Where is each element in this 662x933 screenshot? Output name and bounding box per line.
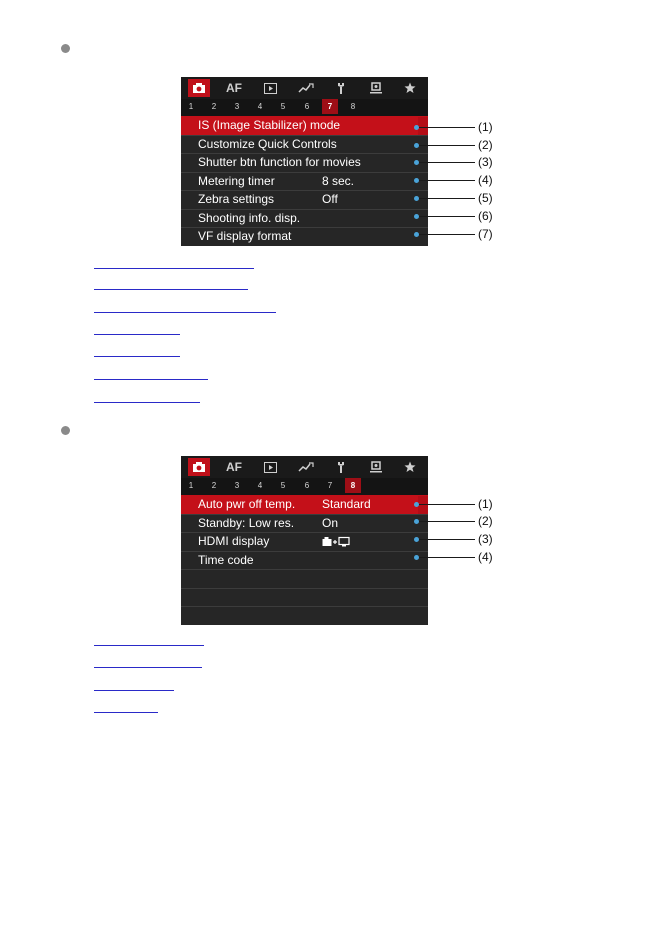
menu-item-value: 8 sec. xyxy=(322,173,355,188)
page-number[interactable]: 4 xyxy=(257,102,263,111)
wrench-icon xyxy=(336,461,346,473)
camera-icon xyxy=(192,82,206,94)
reference-link[interactable] xyxy=(94,268,254,269)
page-number[interactable]: 4 xyxy=(257,481,263,490)
tab-custom-functions[interactable] xyxy=(365,458,387,476)
play-icon xyxy=(264,462,277,473)
tab-my-menu[interactable] xyxy=(399,458,421,476)
menu-item-label: Customize Quick Controls xyxy=(198,136,337,151)
callout-line xyxy=(417,539,475,540)
callout-number: (1) xyxy=(478,497,493,511)
callout-number: (4) xyxy=(478,550,493,564)
menu-item-customize-quick-controls[interactable] xyxy=(181,135,428,154)
tab-setup[interactable] xyxy=(330,458,352,476)
callout-line xyxy=(417,521,475,522)
menu-item-value: On xyxy=(322,515,339,530)
page-number[interactable]: 6 xyxy=(304,102,310,111)
menu-item-is-mode[interactable] xyxy=(181,116,428,135)
callout-number: (1) xyxy=(478,120,493,134)
callout-line xyxy=(417,198,475,199)
camera-menu-screen-page-8 xyxy=(181,456,428,620)
callout-line xyxy=(417,216,475,217)
custom-function-icon xyxy=(369,461,383,473)
page-number[interactable]: 5 xyxy=(280,481,286,490)
callout-line xyxy=(417,127,475,128)
star-icon xyxy=(404,82,416,94)
af-icon: AF xyxy=(226,460,242,474)
menu-item-label: VF display format xyxy=(198,229,292,243)
tab-af[interactable] xyxy=(223,458,245,476)
menu-item-label: Shutter btn function for movies xyxy=(198,155,361,169)
reference-link[interactable] xyxy=(94,379,208,380)
wireless-icon xyxy=(298,462,314,472)
callout-line xyxy=(417,145,475,146)
menu-item-label: HDMI display xyxy=(198,534,270,548)
page-number[interactable]: 7 xyxy=(327,481,333,490)
tab-my-menu[interactable] xyxy=(399,79,421,97)
tab-wireless[interactable] xyxy=(295,458,317,476)
reference-link[interactable] xyxy=(94,356,180,357)
af-icon: AF xyxy=(226,81,242,95)
tab-custom-functions[interactable] xyxy=(365,79,387,97)
menu-item-label: IS (Image Stabilizer) mode xyxy=(198,118,341,132)
hdmi-camera-plus-display-icon xyxy=(322,536,350,547)
wireless-icon xyxy=(298,83,314,93)
callout-number: (5) xyxy=(478,191,493,205)
callout-number: (6) xyxy=(478,209,493,223)
page-number[interactable]: 2 xyxy=(211,102,217,111)
menu-page-numbers xyxy=(181,478,428,495)
menu-item-empty xyxy=(181,588,428,607)
reference-link[interactable] xyxy=(94,645,204,646)
page-number[interactable]: 3 xyxy=(234,102,240,111)
menu-item-zebra-settings[interactable] xyxy=(181,190,428,209)
reference-link[interactable] xyxy=(94,712,158,713)
menu-item-label: Zebra settings xyxy=(198,192,275,206)
page-number-active[interactable]: 8 xyxy=(345,478,361,493)
tab-setup[interactable] xyxy=(330,79,352,97)
tab-playback[interactable] xyxy=(259,79,281,97)
menu-tab-bar xyxy=(181,456,428,478)
callout-line xyxy=(417,180,475,181)
camera-icon xyxy=(192,461,206,473)
section-bullet-2 xyxy=(61,426,70,435)
page-number[interactable]: 1 xyxy=(188,481,194,490)
play-icon xyxy=(264,83,277,94)
callout-number: (7) xyxy=(478,227,493,241)
tab-wireless[interactable] xyxy=(295,79,317,97)
section-bullet-1 xyxy=(61,44,70,53)
reference-link[interactable] xyxy=(94,334,180,335)
menu-item-hdmi-display[interactable] xyxy=(181,532,428,551)
menu-item-shutter-btn-function[interactable] xyxy=(181,153,428,172)
menu-item-label: Time code xyxy=(198,552,254,567)
menu-tab-bar xyxy=(181,77,428,99)
menu-item-empty xyxy=(181,569,428,588)
menu-item-value: Off xyxy=(322,192,338,206)
reference-link[interactable] xyxy=(94,667,202,668)
callout-line xyxy=(417,504,475,505)
callout-line xyxy=(417,557,475,558)
tab-shooting[interactable] xyxy=(188,458,210,476)
custom-function-icon xyxy=(369,82,383,94)
page-number[interactable]: 6 xyxy=(304,481,310,490)
menu-item-empty xyxy=(181,606,428,625)
menu-item-value: Standard xyxy=(322,497,371,511)
menu-item-label: Auto pwr off temp. xyxy=(198,497,296,511)
reference-link[interactable] xyxy=(94,312,276,313)
callout-number: (2) xyxy=(478,514,493,528)
menu-item-label: Metering timer xyxy=(198,173,275,188)
page-number[interactable]: 1 xyxy=(188,102,194,111)
callout-number: (3) xyxy=(478,155,493,169)
menu-item-vf-display-format[interactable] xyxy=(181,227,428,246)
camera-menu-screen-page-7 xyxy=(181,77,428,244)
menu-item-standby-low-res[interactable] xyxy=(181,514,428,533)
menu-page-numbers xyxy=(181,99,428,116)
menu-item-label: Standby: Low res. xyxy=(198,515,295,530)
callout-number: (4) xyxy=(478,173,493,187)
tab-af[interactable] xyxy=(223,79,245,97)
page-number[interactable]: 8 xyxy=(350,102,356,111)
tab-shooting[interactable] xyxy=(188,79,210,97)
wrench-icon xyxy=(336,82,346,94)
page-number[interactable]: 5 xyxy=(280,102,286,111)
scroll-indicator xyxy=(418,117,428,135)
callout-number: (3) xyxy=(478,532,493,546)
menu-item-shooting-info-disp[interactable] xyxy=(181,209,428,228)
star-icon xyxy=(404,461,416,473)
tab-playback[interactable] xyxy=(259,458,281,476)
reference-link[interactable] xyxy=(94,289,248,290)
reference-link[interactable] xyxy=(94,402,200,403)
menu-item-time-code[interactable] xyxy=(181,551,428,570)
callout-number: (2) xyxy=(478,138,493,152)
page-number[interactable]: 2 xyxy=(211,481,217,490)
page-number-active[interactable]: 7 xyxy=(322,99,338,114)
page-number[interactable]: 3 xyxy=(234,481,240,490)
callout-line xyxy=(417,162,475,163)
callout-line xyxy=(417,234,475,235)
menu-item-label: Shooting info. disp. xyxy=(198,210,301,225)
menu-item-metering-timer[interactable] xyxy=(181,172,428,191)
menu-item-auto-pwr-off-temp[interactable] xyxy=(181,495,428,514)
reference-link[interactable] xyxy=(94,690,174,691)
